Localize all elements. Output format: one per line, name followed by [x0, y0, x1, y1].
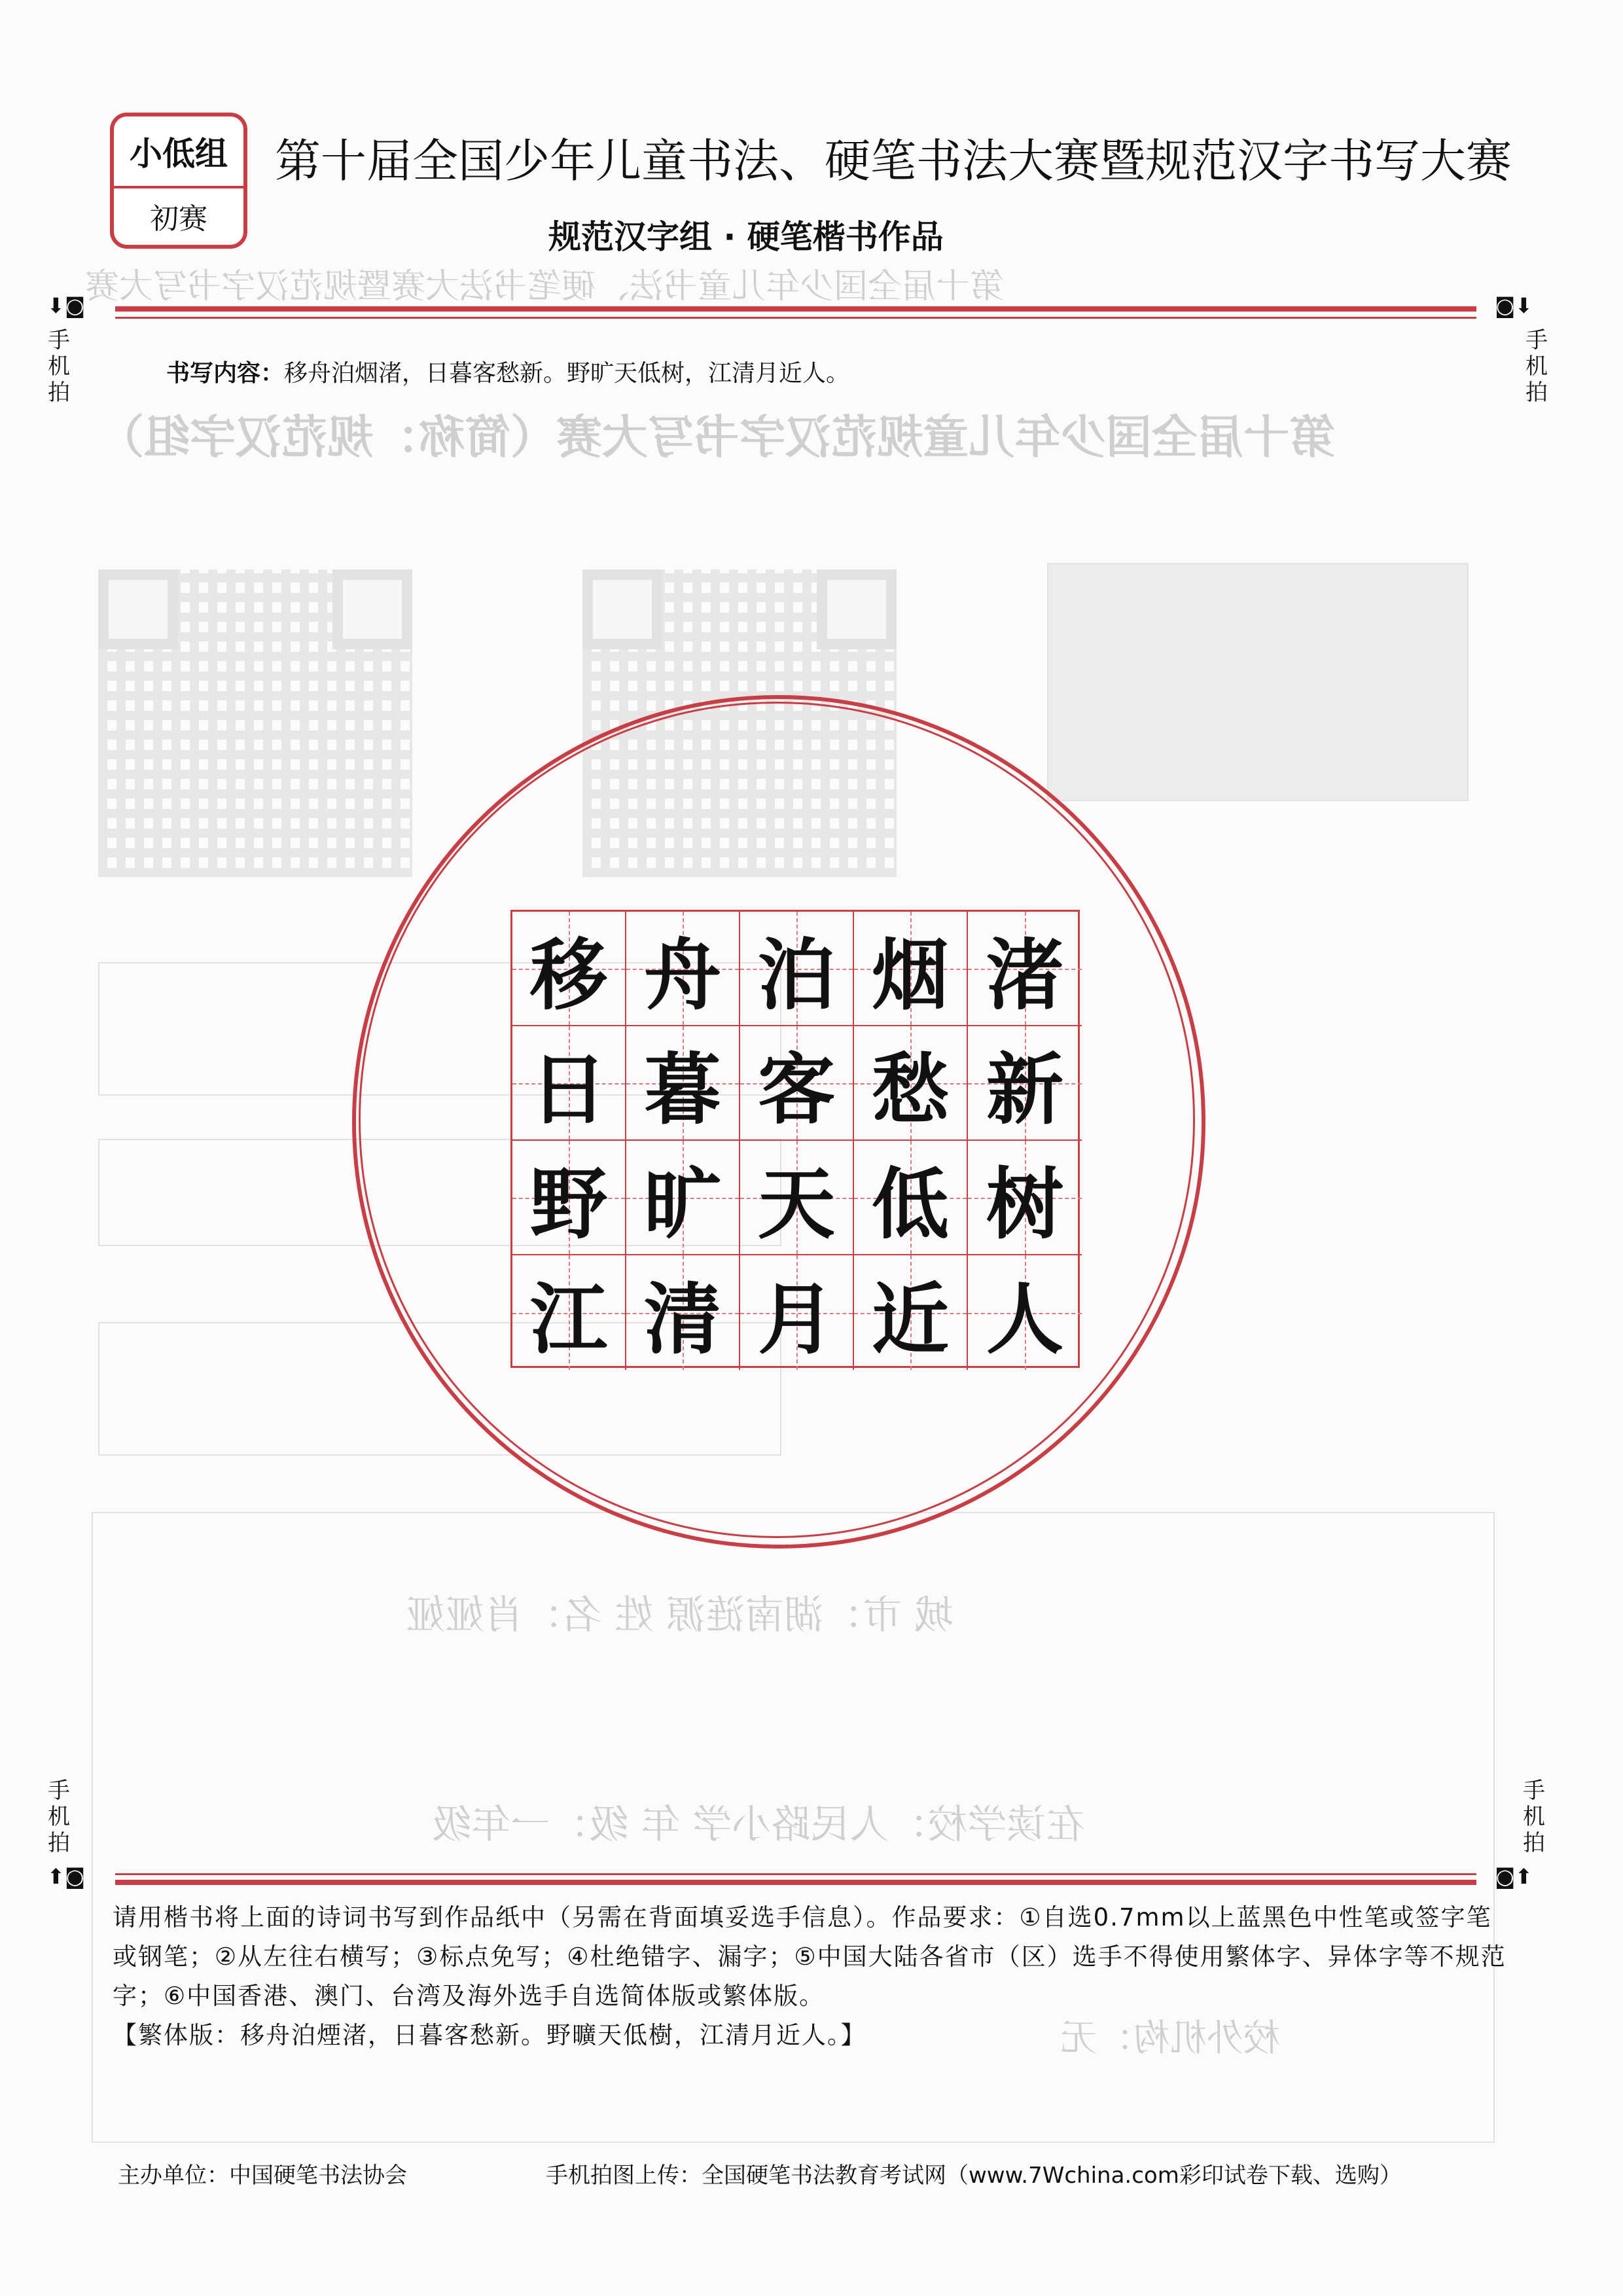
grid-cell — [626, 912, 740, 1026]
grid-char: 低 — [871, 1158, 949, 1249]
grid-cell — [740, 1141, 854, 1255]
grid-cell — [854, 1026, 968, 1141]
content-label: 书写内容： — [166, 360, 285, 387]
grid-char: 树 — [986, 1158, 1063, 1249]
grid-char: 泊 — [757, 929, 835, 1020]
badge-stage: 初赛 — [150, 202, 207, 236]
grid-cell — [626, 1026, 740, 1141]
grid-char: 舟 — [643, 929, 721, 1020]
side-label-right-top: 手机拍 — [1525, 327, 1548, 406]
ghost-title-2: 第十届全国少年儿童规范汉字书写大赛（简称：规范汉字组） — [98, 410, 1335, 464]
ghost-qr-1 — [98, 569, 412, 877]
grid-char: 月 — [757, 1273, 835, 1365]
grid-cell — [740, 1255, 854, 1370]
ghost-title: 第十届全国少年儿童书法、硬笔书法大赛暨规范汉字书写大赛 — [85, 267, 1005, 306]
grid-char: 移 — [529, 929, 607, 1020]
badge-group: 小低组 — [114, 117, 243, 188]
top-rule-thin — [115, 317, 1476, 319]
grid-cell — [968, 1026, 1082, 1141]
group-badge — [110, 113, 247, 249]
footer-upload: 手机拍图上传：全国硬笔书法教育考试网（www.7Wchina.com彩印试卷下载、选购） — [546, 2162, 1402, 2189]
ghost-form-line-1: 城 市：湖南涟源 姓 名：肖娅娅 — [406, 1592, 954, 1638]
grid-cell — [626, 1141, 740, 1255]
grid-cell — [740, 912, 854, 1026]
ghost-box-photo — [1047, 563, 1469, 801]
grid-char: 日 — [529, 1043, 607, 1135]
grid-cell — [854, 912, 968, 1026]
writing-grid — [510, 910, 1080, 1368]
side-label-left-top: 手机拍 — [48, 327, 70, 406]
grid-char: 野 — [529, 1158, 607, 1249]
grid-cell — [968, 1141, 1082, 1255]
bottom-rule-thick — [115, 1880, 1476, 1885]
grid-char: 清 — [643, 1273, 721, 1365]
grid-char: 近 — [871, 1273, 949, 1365]
grid-char: 江 — [529, 1273, 607, 1365]
requirements-block — [113, 1898, 1513, 2055]
grid-cell — [512, 912, 626, 1026]
page-subtitle: 规范汉字组 · 硬笔楷书作品 — [548, 218, 944, 256]
page-title: 第十届全国少年儿童书法、硬笔书法大赛暨规范汉字书写大赛 — [275, 134, 1512, 188]
camera-icon-right-top: ◙⬇ — [1495, 293, 1533, 318]
grid-char: 天 — [757, 1158, 835, 1249]
grid-char: 烟 — [871, 929, 949, 1020]
side-label-left-bottom: 手机拍 — [48, 1778, 70, 1856]
grid-cell — [512, 1255, 626, 1370]
grid-cell — [968, 1255, 1082, 1370]
content-line — [166, 355, 849, 388]
ghost-form-line-2: 在读学校：人民路小学 年 级：一年级 — [432, 1802, 1086, 1848]
top-rule-thick — [115, 306, 1476, 312]
grid-cell — [740, 1026, 854, 1141]
camera-icon-left-bottom: ⬆◙ — [47, 1864, 85, 1889]
grid-cell — [626, 1255, 740, 1370]
camera-icon-right-bottom: ◙⬆ — [1495, 1864, 1533, 1889]
grid-cell — [854, 1255, 968, 1370]
grid-char: 渚 — [986, 929, 1063, 1020]
grid-char: 暮 — [643, 1043, 721, 1135]
traditional-version: 【繁体版：移舟泊煙渚，日暮客愁新。野曠天低樹，江清月近人。】 — [113, 2021, 866, 2049]
grid-char: 人 — [986, 1273, 1063, 1365]
footer-organizer: 主办单位：中国硬笔书法协会 — [118, 2162, 407, 2189]
grid-cell — [968, 912, 1082, 1026]
ghost-form-line-3: 校外机构：无 — [1060, 2017, 1280, 2060]
grid-char: 新 — [986, 1043, 1063, 1135]
side-label-right-bottom: 手机拍 — [1523, 1778, 1545, 1856]
grid-char: 客 — [757, 1043, 835, 1135]
camera-icon-left-top: ⬇◙ — [47, 293, 85, 318]
grid-char: 愁 — [871, 1043, 949, 1135]
requirements-text: 请用楷书将上面的诗词书写到作品纸中（另需在背面填妥选手信息）。作品要求：①自选0.7mm以上蓝黑色中性笔或签字笔或钢笔；②从左往右横写；③标点免写；④杜绝错字、漏字；⑤中国大陆各省市（区）选手不得使用繁体字、异体字等不规范字；⑥中国香港、澳门、台湾及海外选手自选简体版或繁体版。 — [113, 1903, 1507, 2010]
content-text: 移舟泊烟渚，日暮客愁新。野旷天低树，江清月近人。 — [284, 360, 850, 387]
grid-cell — [512, 1026, 626, 1141]
grid-char: 旷 — [643, 1158, 721, 1249]
grid-cell — [512, 1141, 626, 1255]
grid-cell — [854, 1141, 968, 1255]
bottom-rule-thin — [115, 1873, 1476, 1875]
